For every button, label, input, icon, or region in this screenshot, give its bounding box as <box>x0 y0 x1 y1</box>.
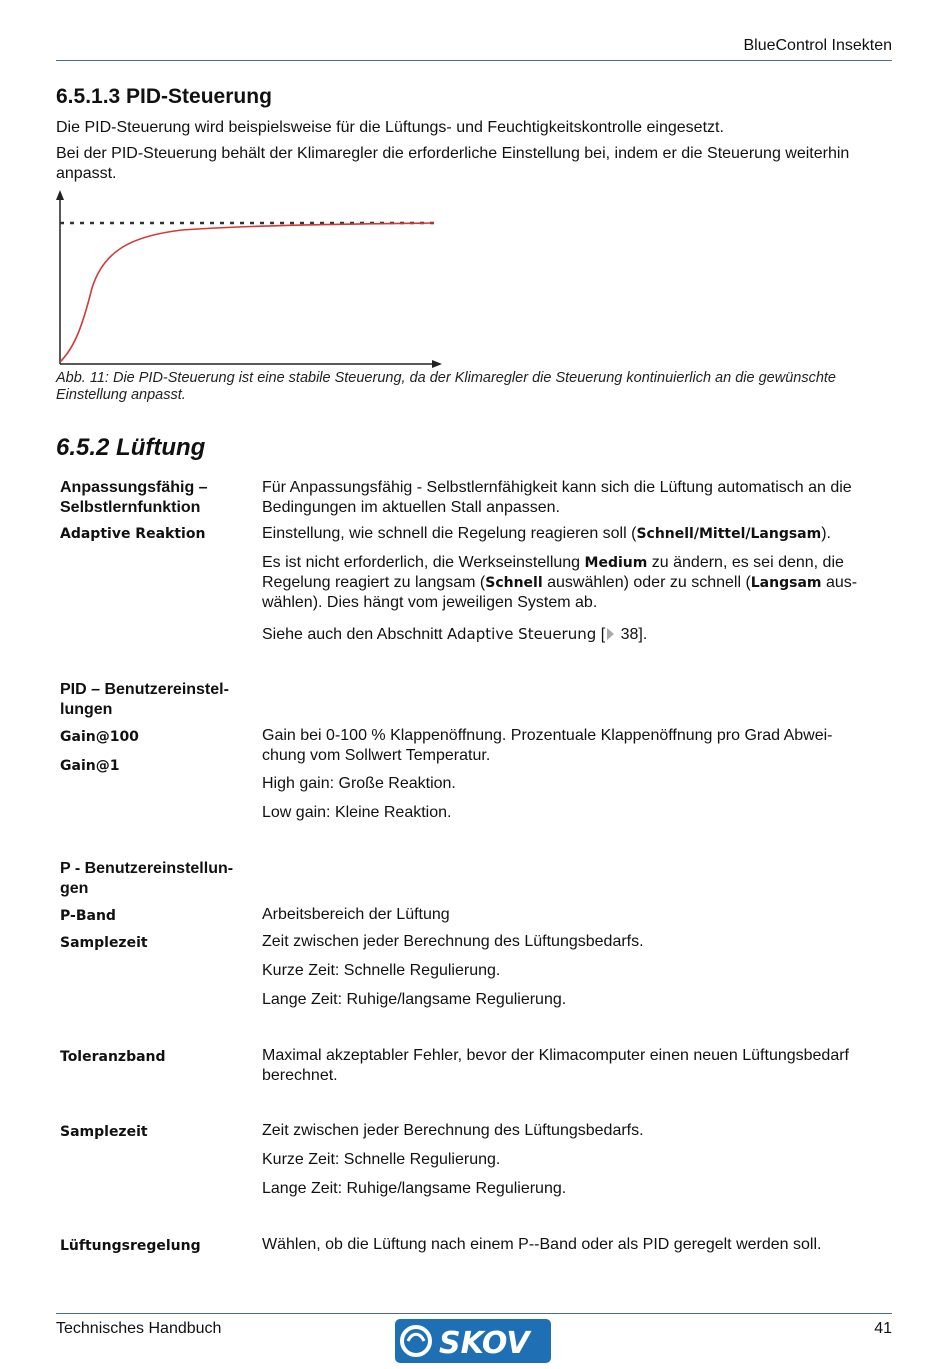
svg-text:SKOV: SKOV <box>439 1326 530 1361</box>
label-lueftungsregelung: Lüftungsregelung <box>60 1238 201 1254</box>
x-axis-arrow <box>432 360 442 368</box>
text-samplezeit-2-lang: Lange Zeit: Ruhige/langsame Regulierung. <box>262 1180 567 1197</box>
label-samplezeit-2: Samplezeit <box>60 1124 148 1140</box>
figure-caption: Abb. 11: Die PID-Steuerung ist eine stabile Steuerung, da der Klimaregler die Steuerung kontinuierlich an die gewünschte Einstellung anpasst. <box>56 370 836 403</box>
pid-response-figure <box>52 188 444 368</box>
text-lueftungsregelung: Wählen, ob die Lüftung nach einem P--Band oder als PID geregelt werden soll. <box>262 1236 822 1253</box>
label-gain100: Gain@100 <box>60 729 139 745</box>
paragraph-pid-line2: anpasst. <box>56 165 117 182</box>
label-toleranzband: Toleranzband <box>60 1049 166 1065</box>
response-curve <box>60 223 434 362</box>
y-axis-arrow <box>56 190 64 200</box>
text-adaptive-reaktion: Einstellung, wie schnell die Regelung reagieren soll (Schnell/Mittel/Langsam). <box>262 525 831 542</box>
paragraph-pid-line1: Bei der PID-Steuerung behält der Klimaregler die erforderliche Einstellung bei, indem er die Steuerung weiterhin <box>56 145 850 162</box>
label-pid-benutzereinstellungen: PID – Benutzereinstel- lungen <box>60 681 229 718</box>
link-adaptive-steuerung[interactable]: Adaptive Steuerung <box>447 625 597 643</box>
text-samplezeit-1-kurz: Kurze Zeit: Schnelle Regulierung. <box>262 962 501 979</box>
text-siehe-auch: Siehe auch den Abschnitt Adaptive Steuerung [ 38]. <box>262 625 648 643</box>
text-gain: Gain bei 0-100 % Klappenöffnung. Prozentuale Klappenöffnung pro Grad Abwei- chung vom Sollwert Temperatur. <box>262 727 833 764</box>
label-p-band: P-Band <box>60 908 116 924</box>
footer-rule <box>56 1313 892 1314</box>
label-anpassungsfaehig: Anpassungsfähig – Selbstlernfunktion <box>60 479 208 516</box>
text-samplezeit-2: Zeit zwischen jeder Berechnung des Lüftungsbedarfs. <box>262 1122 644 1139</box>
text-werkseinstellung: Es ist nicht erforderlich, die Werkseinstellung Medium zu ändern, es sei denn, die Regelung reagiert zu langsam (Schnell auswählen) oder zu schnell (Langsam aus- wählen). Dies hängt vom jeweiligen System ab. <box>262 554 858 611</box>
label-adaptive-reaktion: Adaptive Reaktion <box>60 526 206 542</box>
page-number: 41 <box>874 1320 892 1337</box>
header-title: BlueControl Insekten <box>743 37 892 54</box>
section-heading-pid: 6.5.1.3 PID-Steuerung <box>56 85 272 108</box>
text-high-gain: High gain: Große Reaktion. <box>262 775 456 792</box>
text-low-gain: Low gain: Kleine Reaktion. <box>262 804 452 821</box>
text-anpassungsfaehig: Für Anpassungsfähig - Selbstlernfähigkeit kann sich die Lüftung automatisch an die Bedingungen im aktuellen Stall anpassen. <box>262 479 852 516</box>
footer-title: Technisches Handbuch <box>56 1320 222 1337</box>
header-rule <box>56 60 892 61</box>
skov-logo <box>394 1318 552 1364</box>
label-samplezeit-1: Samplezeit <box>60 935 148 951</box>
text-samplezeit-1: Zeit zwischen jeder Berechnung des Lüftungsbedarfs. <box>262 933 644 950</box>
text-samplezeit-1-lang: Lange Zeit: Ruhige/langsame Regulierung. <box>262 991 567 1008</box>
text-samplezeit-2-kurz: Kurze Zeit: Schnelle Regulierung. <box>262 1151 501 1168</box>
page-ref-arrow-icon <box>607 628 614 640</box>
section-heading-lueftung: 6.5.2 Lüftung <box>56 434 206 461</box>
text-toleranzband: Maximal akzeptabler Fehler, bevor der Klimacomputer einen neuen Lüftungsbedarf berechnet. <box>262 1047 849 1084</box>
label-p-benutzereinstellungen: P - Benutzereinstellun- gen <box>60 860 234 897</box>
text-p-band: Arbeitsbereich der Lüftung <box>262 906 450 923</box>
paragraph-pid-usage: Die PID-Steuerung wird beispielsweise für die Lüftungs- und Feuchtigkeitskontrolle eingesetzt. <box>56 119 724 136</box>
label-gain1: Gain@1 <box>60 758 120 774</box>
